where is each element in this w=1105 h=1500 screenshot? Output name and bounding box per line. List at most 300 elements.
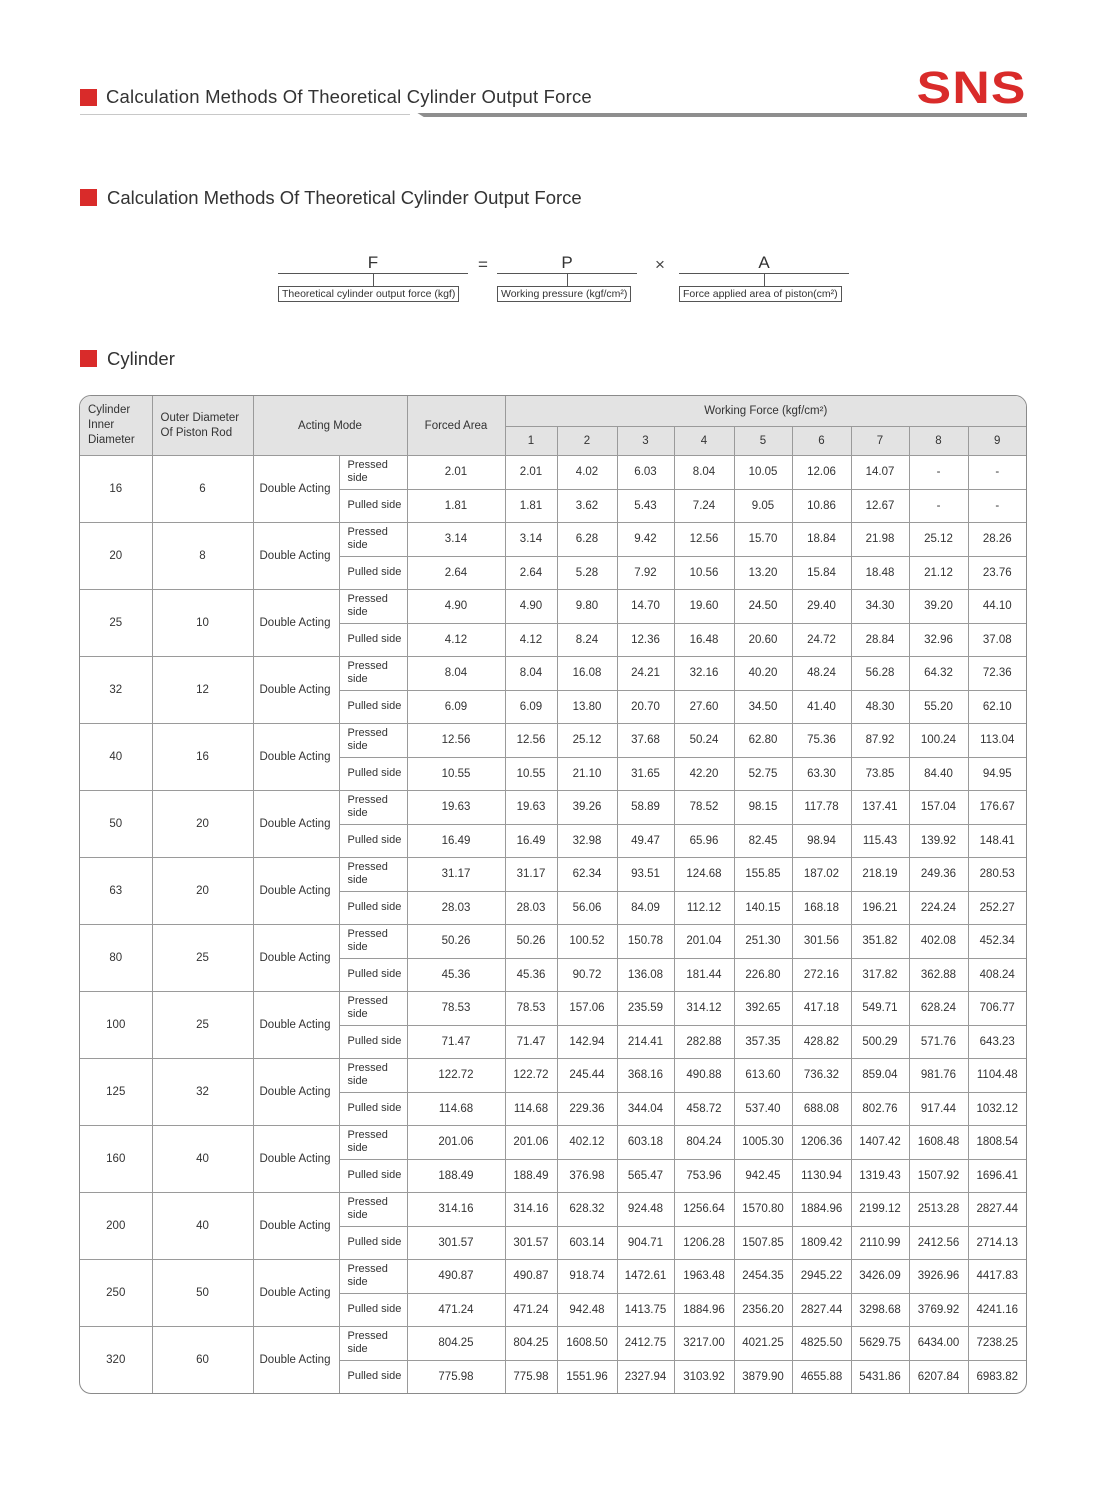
cell-force-5: 1570.80: [734, 1193, 792, 1227]
cell-force-1: 4.12: [505, 623, 557, 657]
cell-force-7: 3426.09: [851, 1260, 909, 1294]
cell-force-1: 188.49: [505, 1159, 557, 1193]
cell-force-8: 2412.56: [909, 1226, 968, 1260]
cell-forced-area: 3.14: [407, 523, 505, 557]
cell-side-pulled: Pulled side: [339, 1159, 407, 1193]
cell-force-6: 1884.96: [792, 1193, 851, 1227]
cell-force-8: 6207.84: [909, 1360, 968, 1393]
cell-force-9: -: [968, 489, 1026, 523]
cell-force-5: 82.45: [734, 824, 792, 858]
cell-force-5: 24.50: [734, 590, 792, 624]
cell-force-6: 12.06: [792, 456, 851, 490]
cell-side-pulled: Pulled side: [339, 1293, 407, 1327]
cell-force-6: 24.72: [792, 623, 851, 657]
cell-side-pressed: Pressed side: [339, 590, 407, 624]
cell-force-9: 113.04: [968, 724, 1026, 758]
cell-bore: 250: [80, 1260, 152, 1327]
cell-force-6: 1809.42: [792, 1226, 851, 1260]
cell-force-7: 549.71: [851, 992, 909, 1026]
cell-bore: 50: [80, 791, 152, 858]
cell-force-9: 252.27: [968, 891, 1026, 925]
cell-bore: 63: [80, 858, 152, 925]
cell-force-2: 32.98: [557, 824, 617, 858]
cell-forced-area: 10.55: [407, 757, 505, 791]
cell-force-4: 42.20: [674, 757, 734, 791]
cell-force-8: 3926.96: [909, 1260, 968, 1294]
cell-forced-area: 775.98: [407, 1360, 505, 1393]
cell-force-7: 317.82: [851, 958, 909, 992]
cell-force-5: 62.80: [734, 724, 792, 758]
cell-side-pressed: Pressed side: [339, 724, 407, 758]
cell-rod: 20: [152, 858, 253, 925]
cell-force-3: 565.47: [617, 1159, 674, 1193]
cell-force-4: 753.96: [674, 1159, 734, 1193]
cell-side-pressed: Pressed side: [339, 1126, 407, 1160]
cell-forced-area: 122.72: [407, 1059, 505, 1093]
cell-force-3: 9.42: [617, 523, 674, 557]
cell-forced-area: 188.49: [407, 1159, 505, 1193]
cell-force-7: 1319.43: [851, 1159, 909, 1193]
cell-force-9: 7238.25: [968, 1327, 1026, 1361]
cell-force-7: 3298.68: [851, 1293, 909, 1327]
cell-rod: 10: [152, 590, 253, 657]
cell-force-3: 368.16: [617, 1059, 674, 1093]
cell-forced-area: 4.90: [407, 590, 505, 624]
cell-force-3: 5.43: [617, 489, 674, 523]
header-rule-dark: [392, 113, 1027, 117]
cell-force-8: 32.96: [909, 623, 968, 657]
cell-forced-area: 301.57: [407, 1226, 505, 1260]
cell-acting-mode: Double Acting: [253, 791, 339, 858]
cell-force-9: 94.95: [968, 757, 1026, 791]
header-pressure-9: 9: [968, 427, 1026, 456]
cell-forced-area: 8.04: [407, 657, 505, 691]
formula-a-label: Force applied area of piston(cm²): [679, 286, 842, 302]
cell-force-7: 21.98: [851, 523, 909, 557]
cell-force-9: 408.24: [968, 958, 1026, 992]
cell-force-8: 1507.92: [909, 1159, 968, 1193]
cell-force-7: 48.30: [851, 690, 909, 724]
cell-force-5: 34.50: [734, 690, 792, 724]
table-row: [80, 925, 1026, 959]
cell-force-4: 32.16: [674, 657, 734, 691]
cell-bore: 32: [80, 657, 152, 724]
cell-force-9: 280.53: [968, 858, 1026, 892]
cell-force-6: 1130.94: [792, 1159, 851, 1193]
cell-force-6: 18.84: [792, 523, 851, 557]
header-pressure-1: 1: [505, 427, 557, 456]
cell-force-5: 2356.20: [734, 1293, 792, 1327]
cell-force-9: 2714.13: [968, 1226, 1026, 1260]
cell-force-7: 56.28: [851, 657, 909, 691]
cell-force-4: 3217.00: [674, 1327, 734, 1361]
cell-force-6: 10.86: [792, 489, 851, 523]
cell-force-2: 8.24: [557, 623, 617, 657]
formula: [278, 253, 858, 313]
cell-force-3: 24.21: [617, 657, 674, 691]
cell-side-pressed: Pressed side: [339, 657, 407, 691]
table-row: [80, 456, 1026, 490]
table-row: [80, 590, 1026, 624]
cell-force-2: 918.74: [557, 1260, 617, 1294]
formula-f: F: [367, 253, 379, 272]
cell-force-7: 2199.12: [851, 1193, 909, 1227]
cell-side-pressed: Pressed side: [339, 456, 407, 490]
cell-force-2: 90.72: [557, 958, 617, 992]
cell-force-2: 3.62: [557, 489, 617, 523]
cell-force-4: 50.24: [674, 724, 734, 758]
cell-side-pressed: Pressed side: [339, 1260, 407, 1294]
cell-force-4: 490.88: [674, 1059, 734, 1093]
cell-force-7: 802.76: [851, 1092, 909, 1126]
cell-force-2: 376.98: [557, 1159, 617, 1193]
cell-force-9: 706.77: [968, 992, 1026, 1026]
cell-force-8: 224.24: [909, 891, 968, 925]
cell-force-3: 150.78: [617, 925, 674, 959]
table-row: [80, 1059, 1026, 1093]
cell-rod: 32: [152, 1059, 253, 1126]
cell-force-1: 4.90: [505, 590, 557, 624]
cell-force-4: 10.56: [674, 556, 734, 590]
cell-side-pulled: Pulled side: [339, 690, 407, 724]
cell-force-1: 804.25: [505, 1327, 557, 1361]
cell-force-2: 4.02: [557, 456, 617, 490]
cell-force-3: 924.48: [617, 1193, 674, 1227]
cell-force-8: 917.44: [909, 1092, 968, 1126]
cell-force-2: 402.12: [557, 1126, 617, 1160]
cell-force-2: 25.12: [557, 724, 617, 758]
cell-side-pressed: Pressed side: [339, 791, 407, 825]
cell-force-9: 2827.44: [968, 1193, 1026, 1227]
cell-force-4: 181.44: [674, 958, 734, 992]
cell-force-1: 78.53: [505, 992, 557, 1026]
cell-force-6: 15.84: [792, 556, 851, 590]
cell-force-6: 2945.22: [792, 1260, 851, 1294]
cell-force-2: 1551.96: [557, 1360, 617, 1393]
cell-force-4: 19.60: [674, 590, 734, 624]
cell-force-6: 187.02: [792, 858, 851, 892]
cell-force-1: 8.04: [505, 657, 557, 691]
formula-f-label: Theoretical cylinder output force (kgf): [278, 286, 459, 302]
cell-force-3: 904.71: [617, 1226, 674, 1260]
cell-force-9: 452.34: [968, 925, 1026, 959]
cell-force-9: 28.26: [968, 523, 1026, 557]
cell-force-9: 1808.54: [968, 1126, 1026, 1160]
cell-force-6: 736.32: [792, 1059, 851, 1093]
cell-force-4: 16.48: [674, 623, 734, 657]
cell-rod: 6: [152, 456, 253, 523]
cell-bore: 25: [80, 590, 152, 657]
cell-forced-area: 28.03: [407, 891, 505, 925]
cell-side-pulled: Pulled side: [339, 1025, 407, 1059]
cell-force-5: 13.20: [734, 556, 792, 590]
cell-force-9: 4241.16: [968, 1293, 1026, 1327]
brand-logo: SNS: [917, 62, 1027, 113]
cell-force-4: 124.68: [674, 858, 734, 892]
header-pressure-5: 5: [734, 427, 792, 456]
cell-rod: 8: [152, 523, 253, 590]
cell-force-1: 10.55: [505, 757, 557, 791]
cell-acting-mode: Double Acting: [253, 1327, 339, 1394]
cell-acting-mode: Double Acting: [253, 590, 339, 657]
cell-rod: 16: [152, 724, 253, 791]
cell-force-3: 93.51: [617, 858, 674, 892]
cell-force-5: 1507.85: [734, 1226, 792, 1260]
cell-rod: 40: [152, 1193, 253, 1260]
cell-bore: 80: [80, 925, 152, 992]
cell-force-3: 20.70: [617, 690, 674, 724]
cell-forced-area: 1.81: [407, 489, 505, 523]
cell-force-5: 52.75: [734, 757, 792, 791]
cell-force-4: 27.60: [674, 690, 734, 724]
cell-force-6: 63.30: [792, 757, 851, 791]
cell-force-8: -: [909, 489, 968, 523]
cell-force-1: 301.57: [505, 1226, 557, 1260]
cylinder-force-table: [79, 395, 1027, 1394]
cell-side-pressed: Pressed side: [339, 523, 407, 557]
table-row: [80, 992, 1026, 1026]
cell-force-6: 117.78: [792, 791, 851, 825]
cell-force-6: 688.08: [792, 1092, 851, 1126]
cell-force-8: 3769.92: [909, 1293, 968, 1327]
cell-acting-mode: Double Acting: [253, 1260, 339, 1327]
cell-force-5: 537.40: [734, 1092, 792, 1126]
table-row: [80, 1260, 1026, 1294]
cell-force-9: 72.36: [968, 657, 1026, 691]
cell-force-1: 201.06: [505, 1126, 557, 1160]
cell-force-9: 37.08: [968, 623, 1026, 657]
cell-forced-area: 314.16: [407, 1193, 505, 1227]
cell-force-9: 148.41: [968, 824, 1026, 858]
cell-acting-mode: Double Acting: [253, 1193, 339, 1260]
cell-side-pressed: Pressed side: [339, 992, 407, 1026]
cell-forced-area: 114.68: [407, 1092, 505, 1126]
cell-force-3: 603.18: [617, 1126, 674, 1160]
cell-force-3: 12.36: [617, 623, 674, 657]
cell-side-pulled: Pulled side: [339, 556, 407, 590]
cell-forced-area: 31.17: [407, 858, 505, 892]
cell-force-8: 628.24: [909, 992, 968, 1026]
red-square-bullet-icon: [80, 89, 97, 106]
cell-force-5: 155.85: [734, 858, 792, 892]
cell-forced-area: 16.49: [407, 824, 505, 858]
cell-force-3: 31.65: [617, 757, 674, 791]
cell-force-8: 21.12: [909, 556, 968, 590]
cell-side-pulled: Pulled side: [339, 489, 407, 523]
cell-force-8: 571.76: [909, 1025, 968, 1059]
cell-forced-area: 4.12: [407, 623, 505, 657]
cell-force-6: 417.18: [792, 992, 851, 1026]
cell-force-4: 8.04: [674, 456, 734, 490]
cell-force-1: 2.64: [505, 556, 557, 590]
cell-force-5: 3879.90: [734, 1360, 792, 1393]
cell-force-8: 362.88: [909, 958, 968, 992]
cell-force-2: 942.48: [557, 1293, 617, 1327]
cell-force-7: 137.41: [851, 791, 909, 825]
cell-force-9: 44.10: [968, 590, 1026, 624]
cell-force-8: 100.24: [909, 724, 968, 758]
cell-force-7: 351.82: [851, 925, 909, 959]
cell-force-5: 9.05: [734, 489, 792, 523]
cell-force-2: 21.10: [557, 757, 617, 791]
header-rule-light: [80, 114, 410, 115]
cell-acting-mode: Double Acting: [253, 657, 339, 724]
cell-force-2: 245.44: [557, 1059, 617, 1093]
cell-force-4: 1884.96: [674, 1293, 734, 1327]
cell-force-6: 301.56: [792, 925, 851, 959]
cell-force-3: 1472.61: [617, 1260, 674, 1294]
cell-force-7: 34.30: [851, 590, 909, 624]
cell-bore: 320: [80, 1327, 152, 1394]
cell-force-6: 1206.36: [792, 1126, 851, 1160]
cell-bore: 160: [80, 1126, 152, 1193]
cell-force-8: 55.20: [909, 690, 968, 724]
cell-force-4: 804.24: [674, 1126, 734, 1160]
cell-force-1: 122.72: [505, 1059, 557, 1093]
cell-force-6: 98.94: [792, 824, 851, 858]
table-body: [80, 456, 1026, 1394]
cell-rod: 25: [152, 925, 253, 992]
cell-forced-area: 12.56: [407, 724, 505, 758]
cell-rod: 20: [152, 791, 253, 858]
cell-force-1: 1.81: [505, 489, 557, 523]
cell-force-7: 1407.42: [851, 1126, 909, 1160]
cell-force-8: 139.92: [909, 824, 968, 858]
cell-rod: 40: [152, 1126, 253, 1193]
cell-force-2: 56.06: [557, 891, 617, 925]
cell-force-1: 71.47: [505, 1025, 557, 1059]
cell-side-pulled: Pulled side: [339, 1360, 407, 1393]
header-pressure-7: 7: [851, 427, 909, 456]
cell-force-9: 23.76: [968, 556, 1026, 590]
cell-forced-area: 804.25: [407, 1327, 505, 1361]
cell-force-6: 2827.44: [792, 1293, 851, 1327]
cell-force-7: 18.48: [851, 556, 909, 590]
formula-a: A: [758, 253, 770, 272]
cell-force-4: 3103.92: [674, 1360, 734, 1393]
cell-forced-area: 471.24: [407, 1293, 505, 1327]
cell-force-1: 471.24: [505, 1293, 557, 1327]
header-pressure-3: 3: [617, 427, 674, 456]
table-row: [80, 1193, 1026, 1227]
cell-acting-mode: Double Acting: [253, 1126, 339, 1193]
header-acting-mode: Acting Mode: [253, 396, 407, 456]
cell-force-7: 5431.86: [851, 1360, 909, 1393]
cell-force-2: 62.34: [557, 858, 617, 892]
cell-force-4: 112.12: [674, 891, 734, 925]
cell-force-7: 73.85: [851, 757, 909, 791]
section-title-cylinder: Cylinder: [107, 348, 175, 369]
cell-side-pressed: Pressed side: [339, 1327, 407, 1361]
cell-force-5: 140.15: [734, 891, 792, 925]
cell-force-1: 775.98: [505, 1360, 557, 1393]
cell-force-2: 1608.50: [557, 1327, 617, 1361]
cell-forced-area: 71.47: [407, 1025, 505, 1059]
header-pressure-8: 8: [909, 427, 968, 456]
cell-forced-area: 50.26: [407, 925, 505, 959]
cell-rod: 25: [152, 992, 253, 1059]
cell-force-7: 87.92: [851, 724, 909, 758]
section-title-calculation: Calculation Methods Of Theoretical Cylinder Output Force: [107, 187, 582, 208]
cell-force-1: 45.36: [505, 958, 557, 992]
cell-acting-mode: Double Acting: [253, 858, 339, 925]
cell-force-4: 7.24: [674, 489, 734, 523]
cell-force-5: 251.30: [734, 925, 792, 959]
cell-force-3: 2327.94: [617, 1360, 674, 1393]
cell-force-5: 392.65: [734, 992, 792, 1026]
cell-acting-mode: Double Acting: [253, 925, 339, 992]
table-row: [80, 724, 1026, 758]
header-pressure-2: 2: [557, 427, 617, 456]
cell-side-pressed: Pressed side: [339, 925, 407, 959]
cell-force-8: 25.12: [909, 523, 968, 557]
cell-force-6: 75.36: [792, 724, 851, 758]
cell-acting-mode: Double Acting: [253, 992, 339, 1059]
table-row: [80, 791, 1026, 825]
cell-side-pulled: Pulled side: [339, 1226, 407, 1260]
cell-force-2: 5.28: [557, 556, 617, 590]
cell-force-3: 7.92: [617, 556, 674, 590]
cell-force-5: 15.70: [734, 523, 792, 557]
cell-forced-area: 6.09: [407, 690, 505, 724]
formula-p-label: Working pressure (kgf/cm²): [497, 286, 631, 302]
header-outer-diameter: Outer Diameter Of Piston Rod: [152, 396, 253, 456]
cell-force-8: 981.76: [909, 1059, 968, 1093]
table-header-row: [80, 396, 1026, 427]
cell-force-2: 603.14: [557, 1226, 617, 1260]
cell-force-2: 157.06: [557, 992, 617, 1026]
cell-force-2: 39.26: [557, 791, 617, 825]
cell-side-pulled: Pulled side: [339, 958, 407, 992]
cell-force-9: 4417.83: [968, 1260, 1026, 1294]
cell-side-pulled: Pulled side: [339, 623, 407, 657]
cell-force-1: 31.17: [505, 858, 557, 892]
cell-force-6: 41.40: [792, 690, 851, 724]
formula-a-stem: [764, 273, 765, 286]
cell-force-9: 1104.48: [968, 1059, 1026, 1093]
cell-forced-area: 78.53: [407, 992, 505, 1026]
cell-force-7: 12.67: [851, 489, 909, 523]
cell-force-3: 49.47: [617, 824, 674, 858]
cell-forced-area: 2.64: [407, 556, 505, 590]
cell-force-5: 10.05: [734, 456, 792, 490]
cell-force-8: 6434.00: [909, 1327, 968, 1361]
cell-side-pressed: Pressed side: [339, 1059, 407, 1093]
cell-force-9: 62.10: [968, 690, 1026, 724]
cell-force-3: 344.04: [617, 1092, 674, 1126]
cell-side-pulled: Pulled side: [339, 824, 407, 858]
cell-force-2: 16.08: [557, 657, 617, 691]
cell-force-9: -: [968, 456, 1026, 490]
cell-force-4: 1206.28: [674, 1226, 734, 1260]
cell-force-4: 201.04: [674, 925, 734, 959]
cell-force-1: 19.63: [505, 791, 557, 825]
table-row: [80, 1327, 1026, 1361]
cell-acting-mode: Double Acting: [253, 523, 339, 590]
cell-bore: 125: [80, 1059, 152, 1126]
cell-force-2: 6.28: [557, 523, 617, 557]
cell-force-7: 28.84: [851, 623, 909, 657]
cell-force-1: 114.68: [505, 1092, 557, 1126]
cell-force-5: 98.15: [734, 791, 792, 825]
cell-force-7: 196.21: [851, 891, 909, 925]
cell-force-7: 218.19: [851, 858, 909, 892]
cell-rod: 50: [152, 1260, 253, 1327]
cell-force-1: 6.09: [505, 690, 557, 724]
cell-force-5: 4021.25: [734, 1327, 792, 1361]
cell-force-6: 272.16: [792, 958, 851, 992]
cell-side-pulled: Pulled side: [339, 1092, 407, 1126]
